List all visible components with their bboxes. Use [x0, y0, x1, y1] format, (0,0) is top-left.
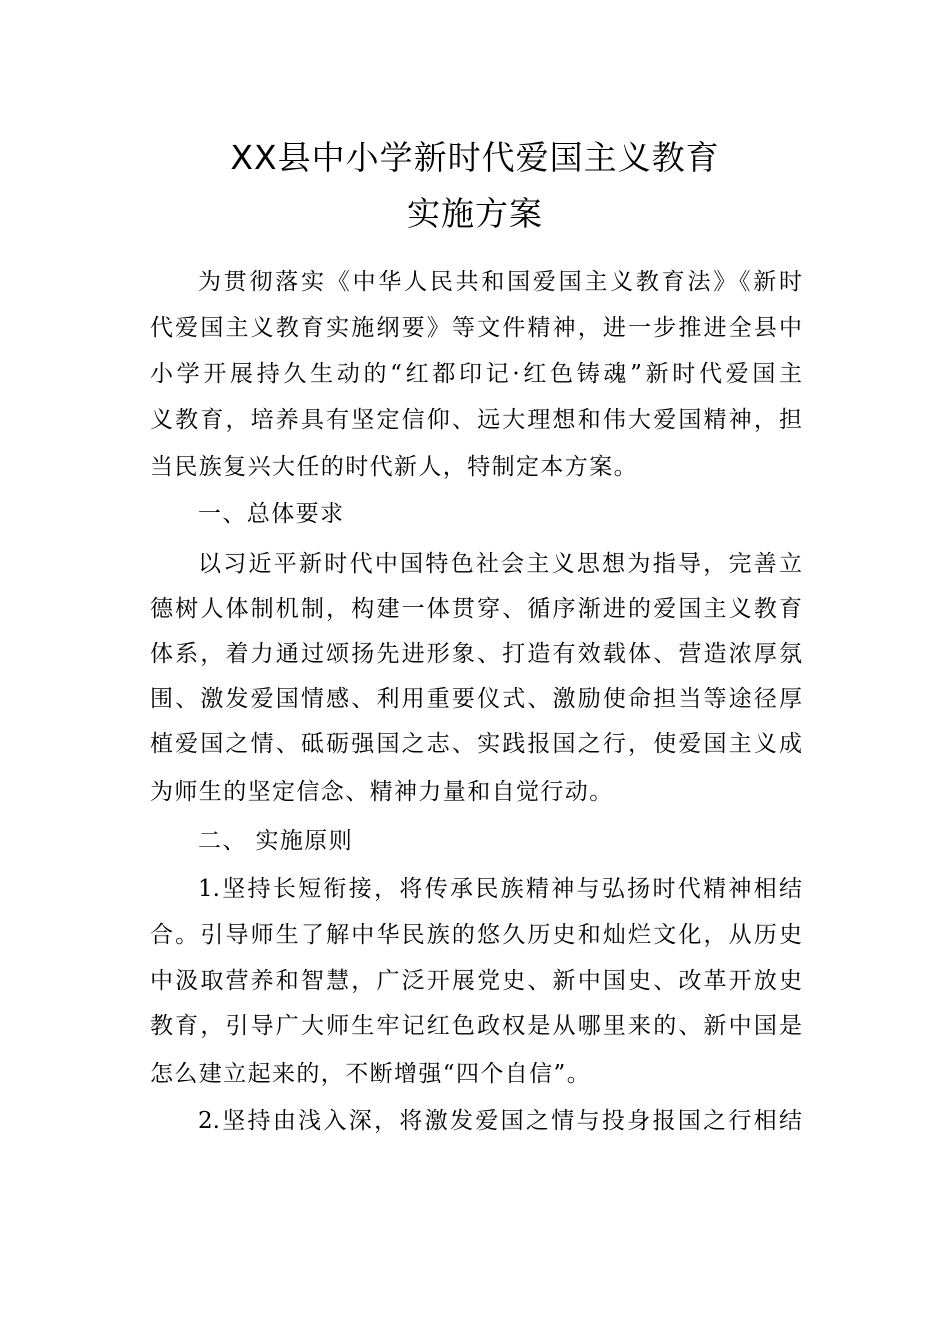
section1-line: 体系，着力通过颂扬先进形象、打造有效载体、营造浓厚氛: [150, 641, 802, 667]
intro-line: 为贯彻落实《中华人民共和国爱国主义教育法》《新时: [198, 269, 802, 295]
intro-line: 代爱国主义教育实施纲要》等文件精神，进一步推进全县中: [150, 315, 802, 341]
item1-line: 中汲取营养和智慧，广泛开展党史、新中国史、改革开放史: [150, 968, 802, 994]
intro-line: 当民族复兴大任的时代新人，特制定本方案。: [150, 454, 638, 480]
section1-line: 德树人体制机制，构建一体贯穿、循序渐进的爱国主义教育: [150, 596, 802, 622]
document-title-line-2: 实施方案: [407, 194, 543, 233]
section1-line: 为师生的坚定信念、精神力量和自觉行动。: [150, 779, 614, 805]
item1-line: 1.坚持长短衔接，将传承民族精神与弘扬时代精神相结: [198, 876, 802, 902]
section1-line: 植爱国之情、砥砺强国之志、实践报国之行，使爱国主义成: [150, 731, 802, 757]
intro-line: 小学开展持久生动的“红都印记·红色铸魂”新时代爱国主: [150, 361, 802, 387]
item1-line: 合。引导师生了解中华民族的悠久历史和灿烂文化，从历史: [150, 922, 802, 948]
item1-line: 教育，引导广大师生牢记红色政权是从哪里来的、新中国是: [150, 1013, 802, 1039]
section-heading-principles: 二、 实施原则: [198, 828, 354, 854]
item2-line: 2.坚持由浅入深，将激发爱国之情与投身报国之行相结: [198, 1108, 802, 1134]
section1-line: 以习近平新时代中国特色社会主义思想为指导，完善立: [198, 551, 802, 577]
item1-line: 怎么建立起来的，不断增强“四个自信”。: [150, 1061, 592, 1087]
section-heading-overall-requirements: 一、总体要求: [198, 501, 345, 527]
section1-line: 围、激发爱国情感、利用重要仪式、激励使命担当等途径厚: [150, 686, 802, 712]
intro-line: 义教育，培养具有坚定信仰、远大理想和伟大爱国精神，担: [150, 407, 802, 433]
document-title-line-1: XX县中小学新时代爱国主义教育: [230, 138, 720, 177]
